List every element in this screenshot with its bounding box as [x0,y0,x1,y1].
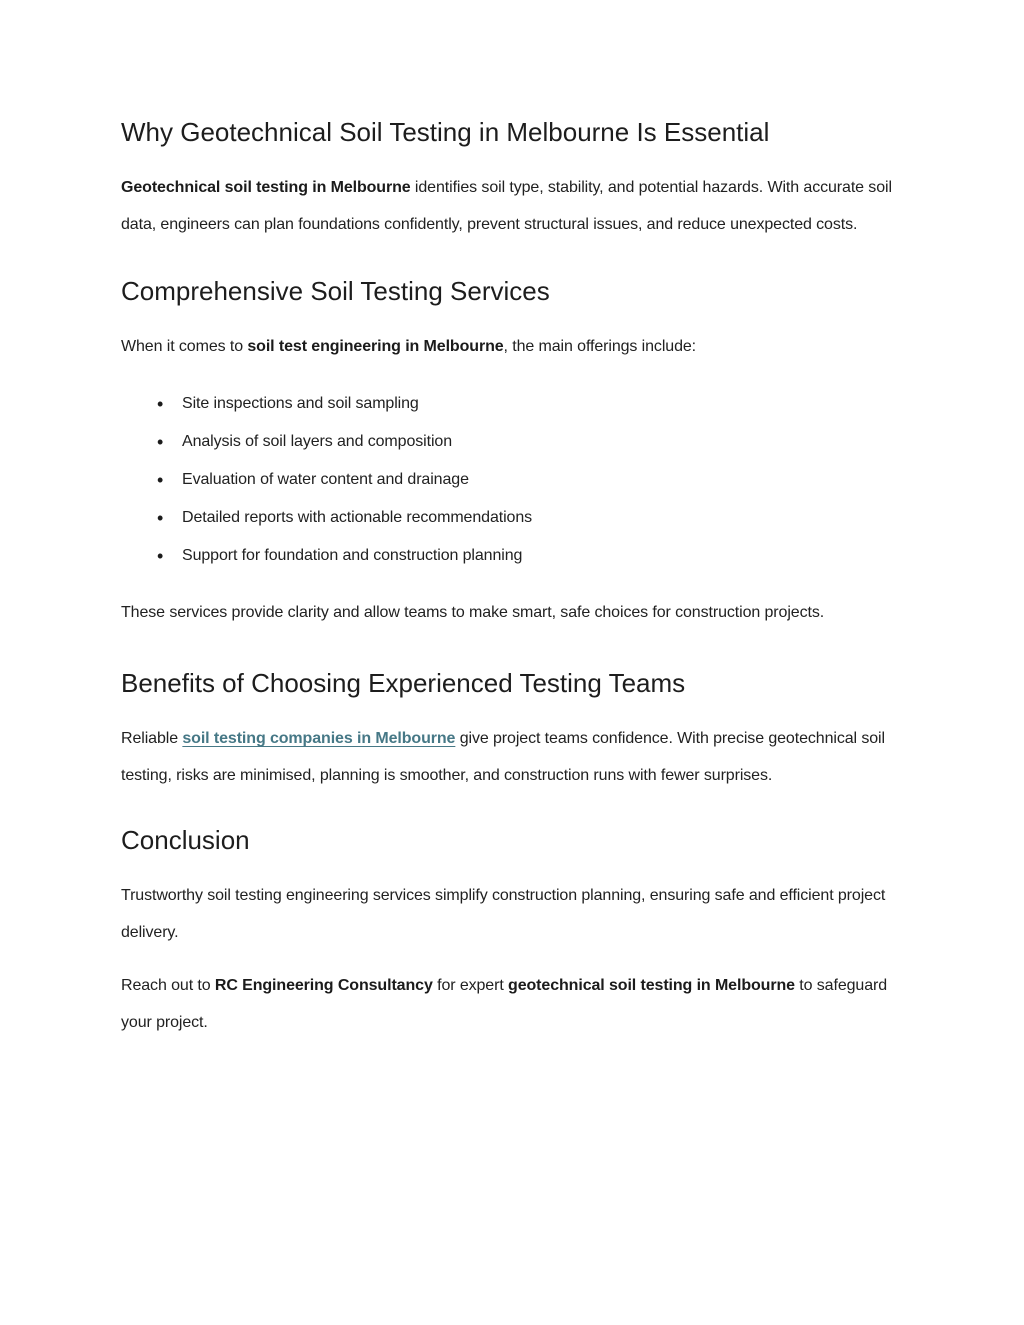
services-bold-keyword: soil test engineering in Melbourne [247,338,504,355]
cta-mid: for expert [432,977,509,994]
cta-pre: Reach out to [121,977,215,994]
services-outro-paragraph: These services provide clarity and allow teams to make smart, safe choices for construction projects. [121,604,825,621]
list-item: • Analysis of soil layers and composition [121,423,902,461]
list-item: • Support for foundation and construction planning [121,537,902,575]
services-lead-post: , the main offerings include: [503,338,697,355]
cta-paragraph [121,967,902,1041]
list-item: • Site inspections and soil sampling [121,385,902,423]
benefits-pre: Reliable [121,730,183,747]
services-lead-pre: When it comes to [121,338,248,355]
conclusion-paragraph: Trustworthy soil testing engineering services simplify construction planning, ensuring safe and efficient project delivery. [121,887,886,941]
cta-company-name: RC Engineering Consultancy [214,977,433,994]
services-list [121,385,902,575]
benefits-post: give project teams confidence. With precise geotechnical soil testing, risks are minimised, planning is smoother, and construction runs with fewer surprises. [121,730,885,784]
services-lead-paragraph [121,328,902,365]
benefits-paragraph [121,720,902,794]
cta-post: to safeguard your project. [121,977,888,1031]
cta-bold-keyword: geotechnical soil testing in Melbourne [508,977,795,994]
intro-text: identifies soil type, stability, and potential hazards. With accurate soil data, engineers can plan foundations confidently, prevent structural issues, and reduce unexpected costs. [121,179,892,233]
heading-main: Why Geotechnical Soil Testing in Melbourne Is Essential [121,117,770,147]
heading-conclusion: Conclusion [121,825,250,855]
list-item: • Detailed reports with actionable recommendations [121,499,902,537]
list-item: • Evaluation of water content and drainage [121,461,902,499]
heading-services: Comprehensive Soil Testing Services [121,276,550,306]
heading-benefits: Benefits of Choosing Experienced Testing Teams [121,668,686,698]
link-soil-testing-companies[interactable]: soil testing companies in Melbourne [182,730,456,747]
intro-bold-keyword: Geotechnical soil testing in Melbourne [121,179,411,196]
intro-paragraph [121,169,902,243]
